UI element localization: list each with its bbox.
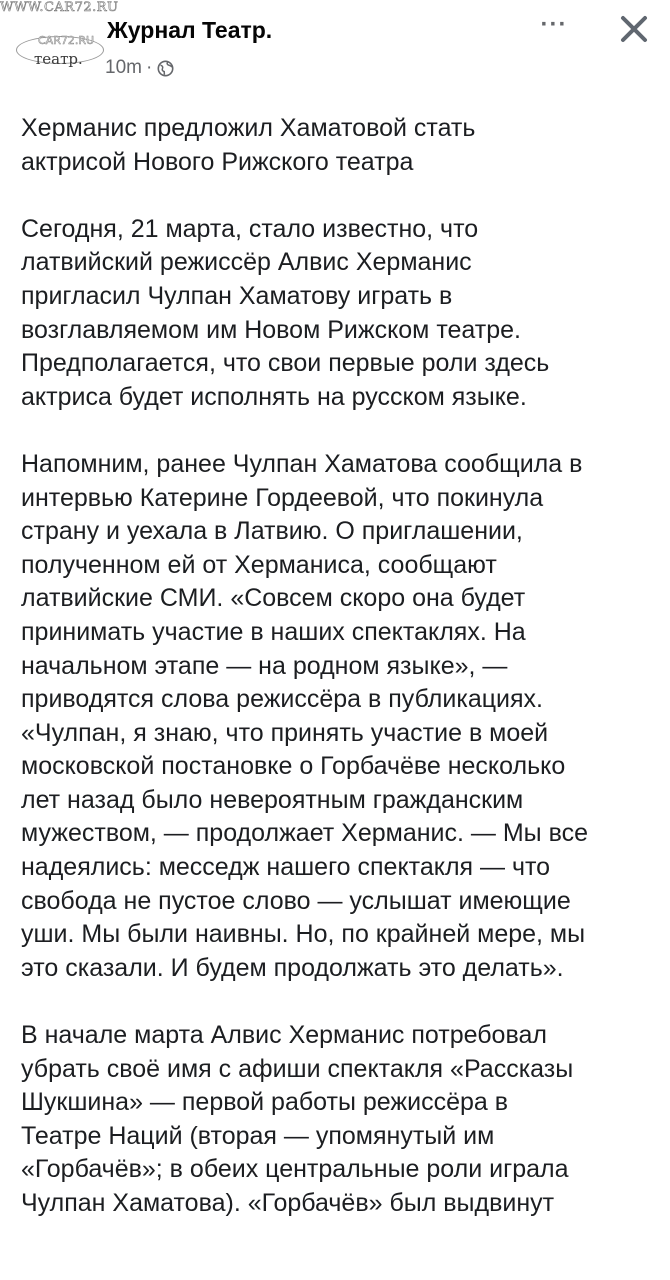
post-title-paragraph <box>21 112 661 179</box>
site-watermark: WWW.CAR72.RU <box>0 0 119 15</box>
text-line: актриса будет исполнять на русском языке. <box>21 382 527 411</box>
text-line: латвийский режиссёр Алвис Херманис <box>21 248 472 277</box>
post-meta <box>105 57 174 79</box>
text-line: это сказали. И будем продолжать это делать». <box>21 953 564 982</box>
text-line: лет назад было невероятным гражданским <box>21 785 524 814</box>
close-icon <box>612 37 656 54</box>
text-line: мужеством, — продолжает Херманис. — Мы все <box>21 819 589 848</box>
avatar-watermark: CAR72.RU <box>38 34 95 47</box>
text-line: московской постановке о Горбачёве несколько <box>21 752 566 781</box>
text-line: Предполагается, что свои первые роли здесь <box>21 349 550 378</box>
text-line: убрать своё имя с афиши спектакля «Рассказы <box>21 1054 574 1083</box>
text-line: Чулпан Хаматова). «Горбачёв» был выдвинут <box>21 1189 555 1217</box>
text-line: Сегодня, 21 марта, стало известно, что <box>21 214 479 243</box>
more-options-button[interactable]: ··· <box>540 11 568 38</box>
text-line: свобода не пустое слово — услышат имеющие <box>21 886 571 915</box>
post-text <box>21 112 661 1254</box>
post-paragraph <box>21 448 661 986</box>
text-line: Шукшина» — первой работы режиссёра в <box>21 1088 509 1117</box>
post-paragraph <box>21 213 661 415</box>
text-line: пригласил Чулпан Хаматову играть в <box>21 281 453 310</box>
text-line: уши. Мы были наивны. Но, по крайней мере, мы <box>21 920 586 949</box>
text-line: Театре Наций (вторая — упомянутый им <box>21 1121 495 1150</box>
text-line: возглавляемом им Новом Рижском театре. <box>21 315 521 344</box>
avatar-logo-text: театр. <box>34 50 83 68</box>
page-name-link[interactable]: Журнал Театр. <box>107 17 273 43</box>
text-line: Напомним, ранее Чулпан Хаматова сообщила в <box>21 449 583 478</box>
text-line: «Горбачёв»; в обеих центральные роли играла <box>21 1155 569 1184</box>
text-line: Херманис предложил Хаматовой стать <box>21 114 476 142</box>
text-line: надеялись: месседж нашего спектакля — что <box>21 853 551 882</box>
text-line: приводятся слова режиссёра в публикациях. <box>21 685 543 714</box>
text-line: «Чулпан, я знаю, что принять участие в моей <box>21 718 549 747</box>
text-line: актрисой Нового Рижского театра <box>21 147 414 176</box>
post-time[interactable]: 10m <box>105 57 142 78</box>
text-line: латвийские СМИ. «Совсем скоро она будет <box>21 584 526 613</box>
meta-separator: · <box>145 57 153 78</box>
text-line: интервью Катерине Гордеевой, что покинула <box>21 483 544 512</box>
text-line: полученном ей от Херманиса, сообщают <box>21 550 497 579</box>
text-line: принимать участие в наших спектаклях. На <box>21 617 526 646</box>
text-line: В начале марта Алвис Херманис потребовал <box>21 1021 547 1050</box>
avatar[interactable] <box>8 14 103 68</box>
post-paragraph <box>21 1019 661 1221</box>
globe-icon <box>157 60 174 77</box>
text-line: страну и уехала в Латвию. О приглашении, <box>21 517 523 546</box>
text-line: начальном этапе — на родном языке», — <box>21 651 508 680</box>
close-button[interactable] <box>612 10 656 50</box>
